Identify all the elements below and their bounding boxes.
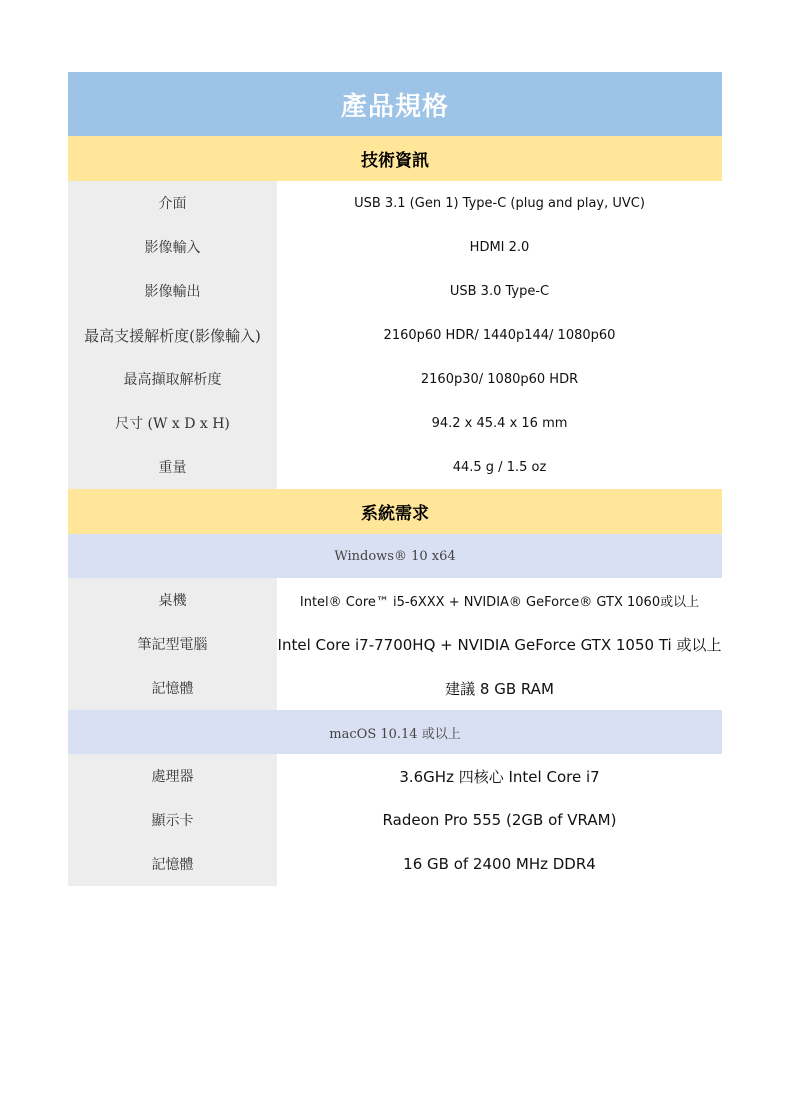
spec-label: 記憶體	[68, 842, 277, 886]
spec-label: 處理器	[68, 754, 277, 798]
table-row	[68, 445, 722, 489]
spec-value: HDMI 2.0	[277, 225, 722, 269]
spec-label: 介面	[68, 181, 277, 225]
spec-label: 筆記型電腦	[68, 622, 277, 666]
spec-value: Intel Core i7-7700HQ + NVIDIA GeForce GTX 1050 Ti 或以上	[277, 622, 722, 666]
spec-value: 94.2 x 45.4 x 16 mm	[277, 401, 722, 445]
spec-label: 最高擷取解析度	[68, 357, 277, 401]
spec-value: 3.6GHz 四核心 Intel Core i7	[277, 754, 722, 798]
table-row	[68, 269, 722, 313]
table-row	[68, 798, 722, 842]
spec-table	[68, 72, 722, 886]
spec-label: 桌機	[68, 578, 277, 622]
mac-os-heading: macOS 10.14 或以上	[68, 710, 722, 754]
spec-label: 影像輸入	[68, 225, 277, 269]
spec-value: Intel® Core™ i5-6XXX + NVIDIA® GeForce® GTX 1060或以上	[277, 578, 722, 622]
table-row	[68, 357, 722, 401]
spec-value: 16 GB of 2400 MHz DDR4	[277, 842, 722, 886]
spec-value: 2160p30/ 1080p60 HDR	[277, 357, 722, 401]
spec-value: 2160p60 HDR/ 1440p144/ 1080p60	[277, 313, 722, 357]
spec-value: USB 3.0 Type-C	[277, 269, 722, 313]
table-row	[68, 181, 722, 225]
spec-label: 記憶體	[68, 666, 277, 710]
table-row	[68, 754, 722, 798]
tech-section-heading: 技術資訊	[68, 136, 722, 181]
spec-label: 影像輸出	[68, 269, 277, 313]
table-row	[68, 666, 722, 710]
table-row	[68, 401, 722, 445]
windows-os-heading: Windows® 10 x64	[68, 534, 722, 578]
spec-value: Radeon Pro 555 (2GB of VRAM)	[277, 798, 722, 842]
table-row	[68, 225, 722, 269]
table-row	[68, 578, 722, 622]
spec-label: 尺寸 (W x D x H)	[68, 401, 277, 445]
spec-value: 44.5 g / 1.5 oz	[277, 445, 722, 489]
system-section-heading: 系統需求	[68, 489, 722, 534]
table-row	[68, 622, 722, 666]
page-title: 產品規格	[68, 72, 722, 136]
spec-label: 重量	[68, 445, 277, 489]
spec-value: 建議 8 GB RAM	[277, 666, 722, 710]
spec-label: 最高支援解析度(影像輸入)	[68, 313, 277, 357]
spec-value: USB 3.1 (Gen 1) Type-C (plug and play, UVC)	[277, 181, 722, 225]
table-row	[68, 842, 722, 886]
table-row	[68, 313, 722, 357]
spec-label: 顯示卡	[68, 798, 277, 842]
